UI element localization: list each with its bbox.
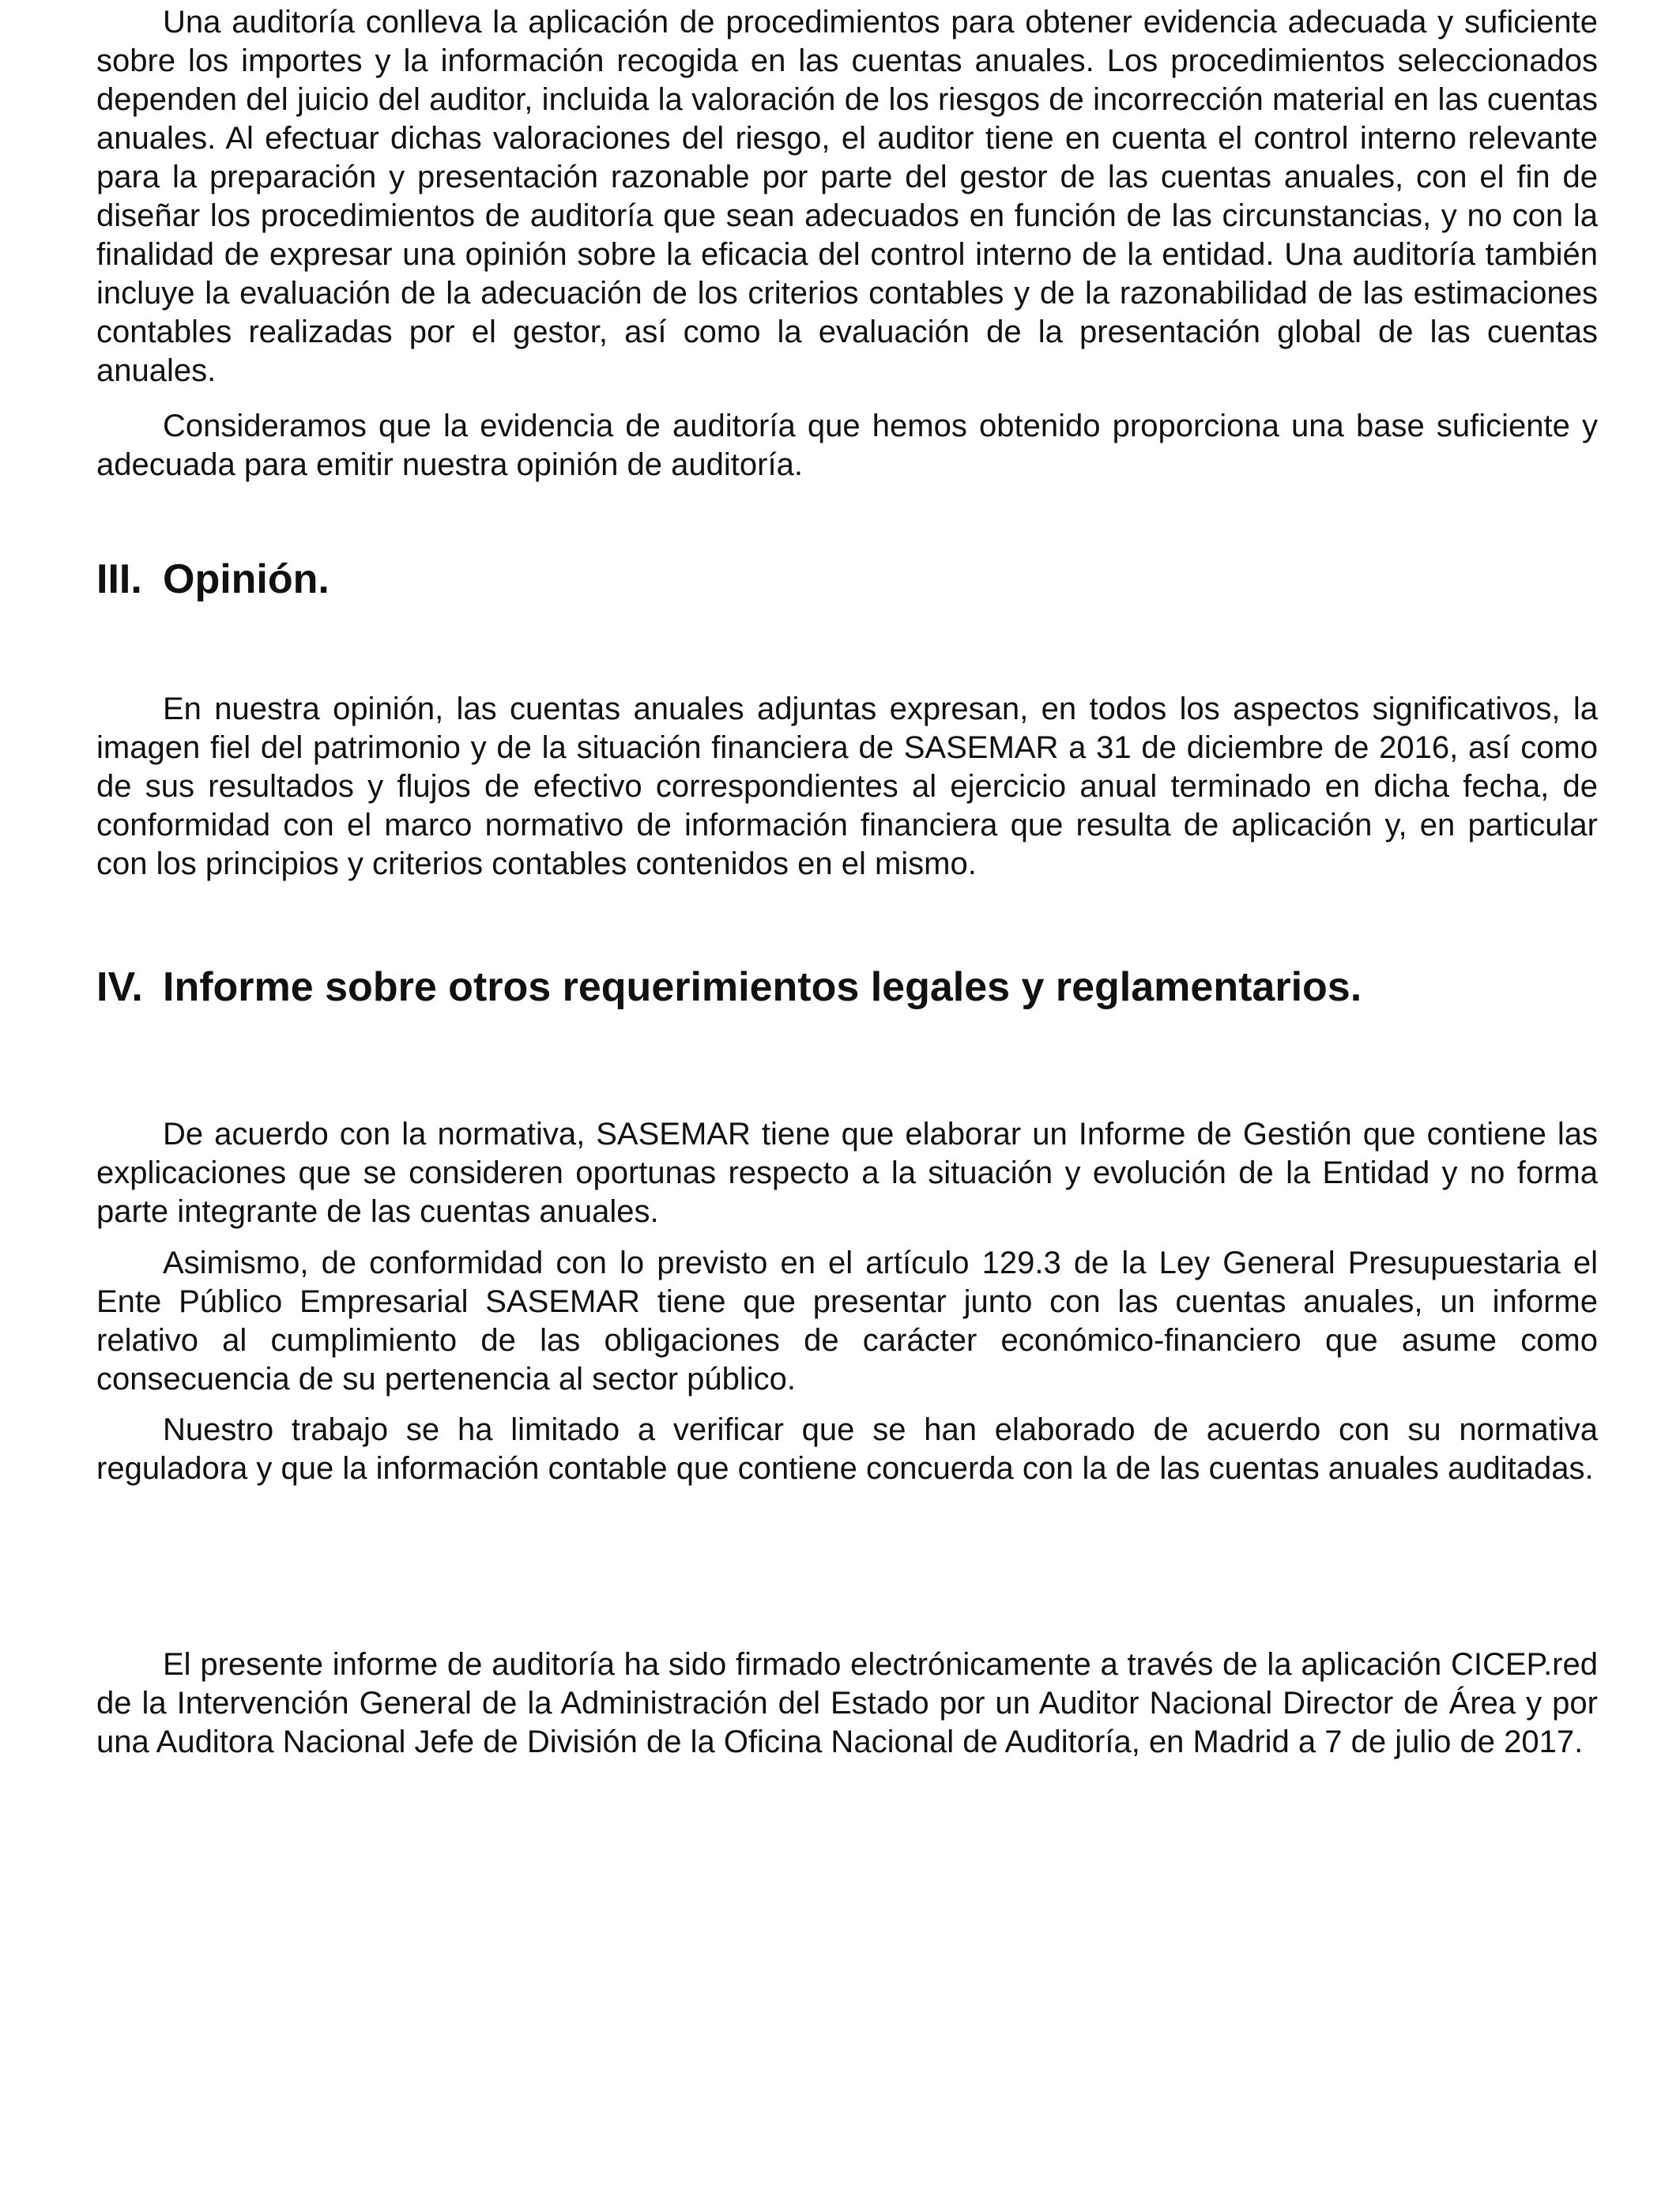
- section-title: Opinión.: [163, 556, 330, 602]
- body-paragraph: En nuestra opinión, las cuentas anuales adjuntas expresan, en todos los aspectos significativos, la imagen fiel del patrimonio y de la situación financiera de SASEMAR a 31 de diciembre de 2016, así como de sus resultados y flujos de efectivo correspondientes al ejercicio anual terminado en dicha fecha, de conformidad con el marco normativo de información financiera que resulta de aplicación y, en particular con los principios y criterios contables contenidos en el mismo.: [96, 692, 1598, 881]
- section-number: IV.: [96, 964, 143, 1010]
- body-paragraph: Consideramos que la evidencia de auditoría que hemos obtenido proporciona una base suficiente y adecuada para emitir nuestra opinión de auditoría.: [96, 409, 1598, 482]
- audit-evidence-block: [96, 407, 1598, 484]
- section-heading-opinion: [96, 556, 1598, 603]
- body-paragraph: El presente informe de auditoría ha sido firmado electrónicamente a través de la aplicación CICEP.red de la Intervención General de la Administración del Estado por un Auditor Nacional Director de Área y por una Auditora Nacional Jefe de División de la Oficina Nacional de Auditoría, en Madrid a 7 de julio de 2017.: [96, 1647, 1598, 1759]
- management-report-block: [96, 1115, 1598, 1231]
- scope-block: [96, 1411, 1598, 1488]
- body-paragraph: Una auditoría conlleva la aplicación de procedimientos para obtener evidencia adecuada y suficiente sobre los importes y la información recogida en las cuentas anuales. Los procedimientos seleccionados dependen del juicio del auditor, incluida la valoración de los riesgos de incorrección material en las cuentas anuales. Al efectuar dichas valoraciones del riesgo, el auditor tiene en cuenta el control interno relevante para la preparación y presentación razonable por parte del gestor de las cuentas anuales, con el fin de diseñar los procedimientos de auditoría que sean adecuados en función de las circunstancias, y no con la finalidad de expresar una opinión sobre la eficacia del control interno de la entidad. Una auditoría también incluye la evaluación de la adecuación de los criterios contables y de la razonabilidad de las estimaciones contables realizadas por el gestor, así como la evaluación de la presentación global de las cuentas anuales.: [96, 5, 1598, 388]
- body-paragraph: Nuestro trabajo se ha limitado a verificar que se han elaborado de acuerdo con su normativa reguladora y que la información contable que contiene concuerda con la de las cuentas anuales auditadas.: [96, 1412, 1598, 1486]
- section-number: III.: [96, 556, 142, 602]
- budget-law-block: [96, 1244, 1598, 1399]
- body-paragraph: Asimismo, de conformidad con lo previsto en el artículo 129.3 de la Ley General Presupuestaria el Ente Público Empresarial SASEMAR tiene que presentar junto con las cuentas anuales, un informe relativo al cumplimiento de las obligaciones de carácter económico-financiero que asume como consecuencia de su pertenencia al sector público.: [96, 1246, 1598, 1397]
- signature-statement-block: [96, 1646, 1598, 1762]
- section-title: Informe sobre otros requerimientos legales y reglamentarios.: [163, 964, 1362, 1010]
- section-heading-legal-requirements: [96, 963, 1598, 1011]
- opinion-block: [96, 690, 1598, 884]
- audit-procedures-block: [96, 3, 1598, 390]
- body-paragraph: De acuerdo con la normativa, SASEMAR tiene que elaborar un Informe de Gestión que contiene las explicaciones que se consideren oportunas respecto a la situación y evolución de la Entidad y no forma parte integrante de las cuentas anuales.: [96, 1117, 1598, 1229]
